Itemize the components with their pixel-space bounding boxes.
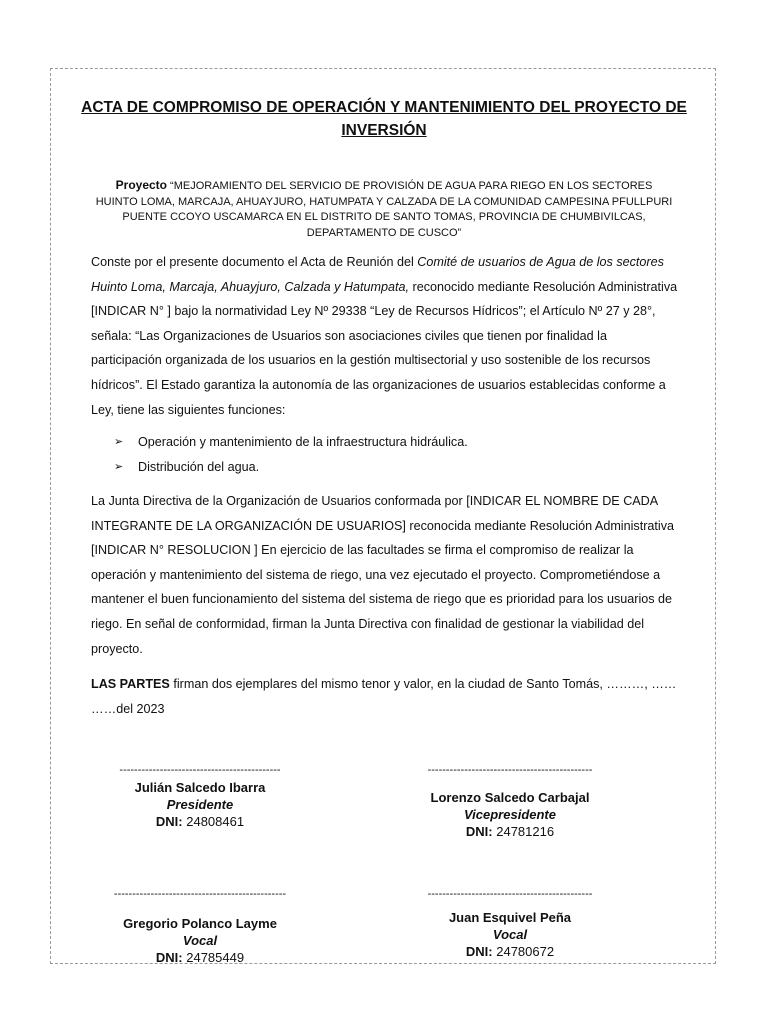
signature-block-vocal-1 xyxy=(90,886,310,966)
signature-line: ----------------------------------------------- xyxy=(113,888,287,900)
signer-dni: DNI: 24785449 xyxy=(155,950,245,965)
signer-role: Vocal xyxy=(492,927,528,942)
signer-role: Presidente xyxy=(166,797,234,812)
partes-label: LAS PARTES xyxy=(91,677,170,691)
paragraph-junta: La Junta Directiva de la Organización de Usuarios conformada por [INDICAR EL NOMBRE DE CADA INTEGRANTE DE LA ORGANIZACIÓN DE USUARIOS] reconocida mediante Resolución Administrativa [INDICAR N° RESOLUCION ] En ejercicio de las facultades se firma el compromiso de realizar la operación y mantenimiento del sistema de riego, una vez ejecutado el proyecto. Comprometiéndose a mantener el buen funcionamiento del sistema del sistema de riego que es prioridad para los usuarios de riego. En señal de conformidad, firman la Junta Directiva con finalidad de gestionar la viabilidad del proyecto. xyxy=(91,494,675,656)
list-item: ➢ Operación y mantenimiento de la infraestructura hidráulica. xyxy=(114,430,674,455)
list-item: ➢ Distribución del agua. xyxy=(114,455,674,480)
signer-role: Vicepresidente xyxy=(463,807,556,822)
functions-list xyxy=(114,430,674,480)
paragraph-partes xyxy=(91,672,681,721)
signature-block-presidente xyxy=(90,762,310,830)
arrow-bullet-icon: ➢ xyxy=(114,461,124,473)
arrow-bullet-icon: ➢ xyxy=(114,436,124,448)
signature-line: --------------------------------------------- xyxy=(427,764,593,776)
signature-block-vicepresidente xyxy=(400,762,620,840)
signature-line: --------------------------------------------- xyxy=(427,888,593,900)
signer-dni: DNI: 24781216 xyxy=(465,824,555,839)
paragraph-acta-rest: reconocido mediante Resolución Administrativa [INDICAR N° ] bajo la normatividad Ley Nº 29338 “Ley de Recursos Hídricos”; el Artículo Nº 27 y 28°, señala: “Las Organizaciones de Usuarios son asociaciones civiles que tienen por finalidad la participación organizada de los usuarios en la gestión multisectorial y uso sostenible de los recursos hídricos”. El Estado garantiza la autonomía de las organizaciones de usuarios establecidas conforme a Ley, tiene las siguientes funciones: xyxy=(91,279,678,417)
signature-line: -------------------------------------------- xyxy=(119,764,281,776)
signer-name: Julián Salcedo Ibarra xyxy=(134,780,266,795)
signer-name: Gregorio Polanco Layme xyxy=(123,916,277,931)
project-label: Proyecto xyxy=(115,178,167,192)
paragraph-acta xyxy=(91,250,681,422)
paragraph-acta-start: Conste por el presente documento el Acta de Reunión del xyxy=(91,255,418,269)
partes-text: firman dos ejemplares del mismo tenor y valor, en la ciudad de Santo Tomás, ………, …… ……del 2023 xyxy=(91,677,677,716)
signature-block-vocal-2 xyxy=(400,886,620,960)
signer-name: Lorenzo Salcedo Carbajal xyxy=(430,790,590,805)
signer-role: Vocal xyxy=(182,933,218,948)
project-text: “MEJORAMIENTO DEL SERVICIO DE PROVISIÓN DE AGUA PARA RIEGO EN LOS SECTORES HUINTO LOMA, MARCAJA, AHUAYJURO, HATUMPATA Y CALZADA DE LA COMUNIDAD CAMPESINA PFULLPURI PUENTE CCOYO USCAMARCA EN EL DISTRITO DE SANTO TOMAS, PROVINCIA DE CHUMBIVILCAS, DEPARTAMENTO DE CUSCO” xyxy=(95,180,673,239)
committee-name: Comité de usuarios de Agua de los sectores Huinto Loma, Marcaja, Ahuayjuro, Calzada y Hatumpata, xyxy=(91,255,664,294)
document-title: ACTA DE COMPROMISO DE OPERACIÓN Y MANTENIMIENTO DEL PROYECTO DE INVERSIÓN xyxy=(81,99,687,139)
project-description xyxy=(94,178,674,241)
signer-dni: DNI: 24780672 xyxy=(465,944,555,959)
signer-name: Juan Esquivel Peña xyxy=(448,910,572,925)
signer-dni: DNI: 24808461 xyxy=(155,814,245,829)
